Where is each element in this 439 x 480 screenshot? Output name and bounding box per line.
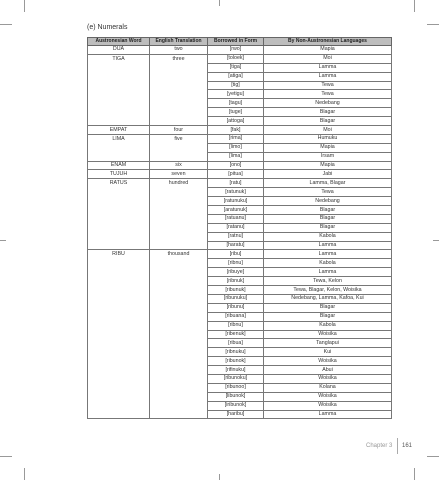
cell-languages: Blagar	[264, 312, 392, 321]
cell-borrowed-form: [attoga]	[208, 117, 264, 126]
cell-languages: Lamma	[264, 63, 392, 72]
table-row	[88, 117, 392, 126]
cell-english-translation	[150, 268, 208, 277]
cell-austronesian-word	[88, 339, 150, 348]
cell-austronesian-word	[88, 241, 150, 250]
cell-borrowed-form: [toloek]	[208, 54, 264, 63]
cell-austronesian-word	[88, 357, 150, 366]
crop-mark	[414, 468, 415, 480]
cell-languages: Lamma	[264, 268, 392, 277]
cell-borrowed-form: [ribu]	[208, 250, 264, 259]
cell-austronesian-word	[88, 374, 150, 383]
cell-austronesian-word	[88, 366, 150, 375]
cell-languages: Woisika	[264, 392, 392, 401]
cell-borrowed-form: [fak]	[208, 126, 264, 135]
cell-languages: Jabi	[264, 170, 392, 179]
cell-borrowed-form: [haribu]	[208, 410, 264, 419]
cell-austronesian-word	[88, 214, 150, 223]
cell-english-translation	[150, 223, 208, 232]
cell-austronesian-word	[88, 108, 150, 117]
cell-austronesian-word	[88, 259, 150, 268]
table-row	[88, 357, 392, 366]
table-row	[88, 99, 392, 108]
cell-languages: Lamma	[264, 410, 392, 419]
cell-languages: Kabola	[264, 259, 392, 268]
cell-languages: Blagar	[264, 206, 392, 215]
cell-english-translation	[150, 90, 208, 99]
cell-languages: Woisika	[264, 374, 392, 383]
cell-languages: Nedebang, Lamma, Kafoa, Kui	[264, 294, 392, 303]
cell-english-translation	[150, 330, 208, 339]
table-row	[88, 401, 392, 410]
cell-english-translation	[150, 108, 208, 117]
cell-austronesian-word	[88, 303, 150, 312]
cell-austronesian-word	[88, 410, 150, 419]
cell-borrowed-form: [iribunok]	[208, 401, 264, 410]
cell-borrowed-form: [ribenuk]	[208, 330, 264, 339]
cell-austronesian-word	[88, 188, 150, 197]
cell-english-translation	[150, 383, 208, 392]
table-row	[88, 383, 392, 392]
cell-languages: Lamma, Blagar	[264, 179, 392, 188]
cell-languages: Mapia	[264, 161, 392, 170]
crop-mark	[414, 0, 415, 12]
cell-english-translation: thousand	[150, 250, 208, 259]
table-row	[88, 72, 392, 81]
header-non-austronesian-languages: By Non-Austronesian Languages	[264, 38, 392, 46]
cell-borrowed-form: [ratanu]	[208, 223, 264, 232]
cell-english-translation	[150, 294, 208, 303]
cell-austronesian-word	[88, 117, 150, 126]
cell-borrowed-form: [ribunoo]	[208, 383, 264, 392]
cell-austronesian-word	[88, 348, 150, 357]
cell-languages: Tanglapui	[264, 339, 392, 348]
cell-english-translation	[150, 392, 208, 401]
cell-austronesian-word	[88, 197, 150, 206]
cell-austronesian-word	[88, 90, 150, 99]
cell-borrowed-form: [ribunok]	[208, 357, 264, 366]
table-row	[88, 223, 392, 232]
cell-austronesian-word	[88, 321, 150, 330]
page-divider	[397, 438, 398, 454]
cell-austronesian-word	[88, 330, 150, 339]
cell-english-translation: seven	[150, 170, 208, 179]
cell-languages: Tewa, Kelon	[264, 277, 392, 286]
crop-mark	[219, 474, 220, 480]
cell-austronesian-word	[88, 392, 150, 401]
cell-english-translation	[150, 357, 208, 366]
cell-english-translation	[150, 117, 208, 126]
cell-english-translation	[150, 188, 208, 197]
crop-mark	[219, 0, 220, 6]
cell-languages: Tewa, Blagar, Kelon, Woisika	[264, 286, 392, 295]
cell-austronesian-word: DUA	[88, 46, 150, 55]
cell-english-translation	[150, 241, 208, 250]
table-row	[88, 206, 392, 215]
cell-austronesian-word	[88, 206, 150, 215]
table-row	[88, 63, 392, 72]
cell-english-translation	[150, 72, 208, 81]
cell-english-translation	[150, 321, 208, 330]
header-borrowed-in-form: Borrowed in Form	[208, 38, 264, 46]
cell-borrowed-form: [ribunuku]	[208, 294, 264, 303]
table-row	[88, 90, 392, 99]
cell-borrowed-form: [ratnu]	[208, 232, 264, 241]
cell-english-translation: six	[150, 161, 208, 170]
cell-english-translation	[150, 143, 208, 152]
cell-languages: Mapia	[264, 46, 392, 55]
cell-borrowed-form: [ratuanu]	[208, 214, 264, 223]
cell-austronesian-word	[88, 143, 150, 152]
cell-austronesian-word	[88, 277, 150, 286]
table-row	[88, 366, 392, 375]
cell-english-translation	[150, 81, 208, 90]
cell-english-translation: four	[150, 126, 208, 135]
cell-languages: Mapia	[264, 143, 392, 152]
table-row	[88, 143, 392, 152]
cell-english-translation	[150, 303, 208, 312]
cell-english-translation	[150, 259, 208, 268]
cell-borrowed-form: [aratunuk]	[208, 206, 264, 215]
cell-austronesian-word	[88, 401, 150, 410]
cell-english-translation	[150, 410, 208, 419]
table-row	[88, 81, 392, 90]
cell-languages: Kabola	[264, 321, 392, 330]
table-row	[88, 286, 392, 295]
table-row	[88, 179, 392, 188]
cell-austronesian-word: RATUS	[88, 179, 150, 188]
table-header-row	[88, 38, 392, 46]
cell-borrowed-form: [rwo]	[208, 46, 264, 55]
cell-borrowed-form: [ribuye]	[208, 268, 264, 277]
table-row	[88, 250, 392, 259]
cell-borrowed-form: [ribnu]	[208, 259, 264, 268]
cell-borrowed-form: [rifinuku]	[208, 366, 264, 375]
cell-english-translation	[150, 366, 208, 375]
table-row	[88, 188, 392, 197]
cell-borrowed-form: [tiga]	[208, 63, 264, 72]
cell-borrowed-form: [tuge]	[208, 108, 264, 117]
table-row	[88, 197, 392, 206]
cell-austronesian-word	[88, 81, 150, 90]
cell-english-translation: five	[150, 134, 208, 143]
cell-austronesian-word: ENAM	[88, 161, 150, 170]
cell-austronesian-word	[88, 268, 150, 277]
cell-borrowed-form: [lima]	[208, 152, 264, 161]
crop-mark	[427, 24, 439, 25]
cell-borrowed-form: [libunok]	[208, 392, 264, 401]
cell-languages: Lamma	[264, 72, 392, 81]
cell-borrowed-form: [ribuana]	[208, 312, 264, 321]
cell-languages: Nedebang	[264, 197, 392, 206]
table-row	[88, 268, 392, 277]
cell-languages: Lamma	[264, 250, 392, 259]
cell-borrowed-form: [tig]	[208, 81, 264, 90]
table-row	[88, 392, 392, 401]
table-row	[88, 330, 392, 339]
crop-mark	[427, 456, 439, 457]
cell-borrowed-form: [ribnuku]	[208, 348, 264, 357]
cell-languages: Tewa	[264, 188, 392, 197]
table-row	[88, 374, 392, 383]
cell-borrowed-form: [atiga]	[208, 72, 264, 81]
cell-english-translation	[150, 152, 208, 161]
cell-austronesian-word	[88, 223, 150, 232]
header-english-translation: English Translation	[150, 38, 208, 46]
table-row	[88, 321, 392, 330]
header-austronesian-word: Austronesian Word	[88, 38, 150, 46]
cell-austronesian-word: TUJUH	[88, 170, 150, 179]
table-row	[88, 170, 392, 179]
cell-borrowed-form: [ribunoku]	[208, 374, 264, 383]
cell-austronesian-word: RIBU	[88, 250, 150, 259]
cell-languages: Nedebang	[264, 99, 392, 108]
cell-languages: Woisika	[264, 330, 392, 339]
cell-austronesian-word: TIGA	[88, 54, 150, 63]
cell-languages: Tewa	[264, 81, 392, 90]
cell-languages: Kui	[264, 348, 392, 357]
table-row	[88, 46, 392, 55]
cell-borrowed-form: [ribua]	[208, 339, 264, 348]
cell-languages: Irsam	[264, 152, 392, 161]
table-body	[88, 46, 392, 419]
table-row	[88, 312, 392, 321]
cell-languages: Kolana	[264, 383, 392, 392]
cell-languages: Kabola	[264, 232, 392, 241]
cell-borrowed-form: [ono]	[208, 161, 264, 170]
table-row	[88, 339, 392, 348]
table-row	[88, 54, 392, 63]
cell-languages: Blagar	[264, 303, 392, 312]
cell-english-translation	[150, 206, 208, 215]
cell-austronesian-word	[88, 152, 150, 161]
cell-borrowed-form: [pitua]	[208, 170, 264, 179]
cell-austronesian-word	[88, 294, 150, 303]
cell-borrowed-form: [ribunuk]	[208, 286, 264, 295]
crop-mark	[0, 240, 6, 241]
cell-english-translation	[150, 214, 208, 223]
cell-english-translation	[150, 99, 208, 108]
crop-mark	[0, 24, 12, 25]
cell-english-translation	[150, 63, 208, 72]
table-row	[88, 241, 392, 250]
cell-languages: Moi	[264, 126, 392, 135]
cell-borrowed-form: [tagu]	[208, 99, 264, 108]
cell-english-translation: two	[150, 46, 208, 55]
section-title: (e) Numerals	[87, 24, 128, 31]
table-row	[88, 152, 392, 161]
cell-austronesian-word	[88, 232, 150, 241]
cell-english-translation	[150, 312, 208, 321]
table-row	[88, 134, 392, 143]
cell-languages: Moi	[264, 54, 392, 63]
cell-austronesian-word	[88, 286, 150, 295]
cell-austronesian-word	[88, 312, 150, 321]
cell-austronesian-word	[88, 99, 150, 108]
cell-borrowed-form: [ratunuk]	[208, 188, 264, 197]
numerals-table	[87, 37, 392, 419]
cell-english-translation	[150, 277, 208, 286]
table-row	[88, 214, 392, 223]
cell-languages: Blagar	[264, 108, 392, 117]
cell-austronesian-word: EMPAT	[88, 126, 150, 135]
cell-borrowed-form: [ratu]	[208, 179, 264, 188]
cell-english-translation	[150, 339, 208, 348]
table-row	[88, 348, 392, 357]
cell-borrowed-form: [ratunuku]	[208, 197, 264, 206]
crop-mark	[24, 0, 25, 12]
cell-languages: Blagar	[264, 117, 392, 126]
cell-borrowed-form: [ribnu]	[208, 321, 264, 330]
cell-austronesian-word	[88, 72, 150, 81]
cell-languages: Woisika	[264, 357, 392, 366]
cell-austronesian-word	[88, 383, 150, 392]
cell-languages: Humuku	[264, 134, 392, 143]
crop-mark	[0, 456, 12, 457]
table-row	[88, 294, 392, 303]
cell-english-translation	[150, 232, 208, 241]
cell-english-translation: three	[150, 54, 208, 63]
cell-austronesian-word	[88, 63, 150, 72]
cell-borrowed-form: [ribunu]	[208, 303, 264, 312]
cell-borrowed-form: [rima]	[208, 134, 264, 143]
table-row	[88, 410, 392, 419]
cell-english-translation	[150, 197, 208, 206]
cell-english-translation	[150, 286, 208, 295]
table-row	[88, 303, 392, 312]
cell-english-translation	[150, 374, 208, 383]
table-row	[88, 259, 392, 268]
cell-austronesian-word: LIMA	[88, 134, 150, 143]
cell-english-translation: hundred	[150, 179, 208, 188]
cell-borrowed-form: [haratu]	[208, 241, 264, 250]
cell-english-translation	[150, 401, 208, 410]
cell-languages: Abui	[264, 366, 392, 375]
page-number: 161	[402, 443, 413, 449]
cell-languages: Blagar	[264, 223, 392, 232]
crop-mark	[433, 240, 439, 241]
table-row	[88, 277, 392, 286]
chapter-label: Chapter 3	[366, 443, 393, 449]
cell-languages: Lamma	[264, 241, 392, 250]
crop-mark	[24, 468, 25, 480]
cell-english-translation	[150, 348, 208, 357]
cell-borrowed-form: [ribnuk]	[208, 277, 264, 286]
table-row	[88, 126, 392, 135]
cell-borrowed-form: [limo]	[208, 143, 264, 152]
cell-borrowed-form: [yetigu]	[208, 90, 264, 99]
table-row	[88, 232, 392, 241]
cell-languages: Woisika	[264, 401, 392, 410]
cell-languages: Tewa	[264, 90, 392, 99]
table-row	[88, 161, 392, 170]
cell-languages: Blagar	[264, 214, 392, 223]
table-row	[88, 108, 392, 117]
